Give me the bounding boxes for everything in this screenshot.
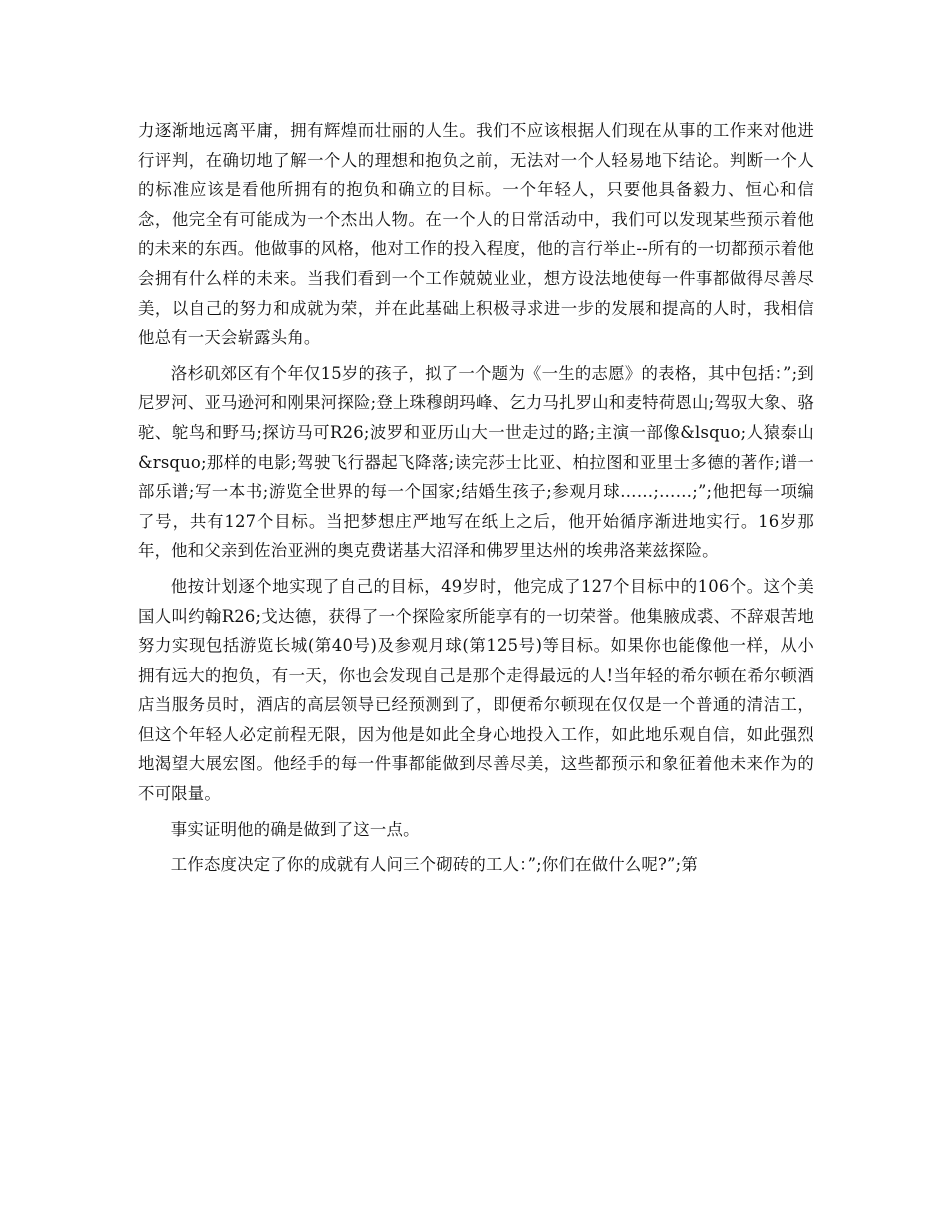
document-body <box>138 116 814 886</box>
paragraph-4: 事实证明他的确是做到了这一点。 <box>170 819 420 839</box>
paragraph-1: 力逐渐地远离平庸，拥有辉煌而壮丽的人生。我们不应该根据人们现在从事的工作来对他进行评判，在确切地了解一个人的理想和抱负之前，无法对一个人轻易地下结论。判断一个人的标准应该是看他所拥有的抱负和确立的目标。一个年轻人，只要他具备毅力、恒心和信念，他完全有可能成为一个杰出人物。在一个人的日常活动中，我们可以发现某些预示着他的未来的东西。他做事的风格，他对工作的投入程度，他的言行举止--所有的一切都预示着他会拥有什么样的未来。当我们看到一个工作兢兢业业，想方设法地使每一件事都做得尽善尽美，以自己的努力和成就为荣，并在此基础上积极寻求进一步的发展和提高的人时，我相信他总有一天会崭露头角。 <box>138 121 814 348</box>
paragraph-5: 工作态度决定了你的成就有人问三个砌砖的工人：”;你们在做什么呢?”;第 <box>170 855 698 875</box>
paragraph-2: 洛杉矶郊区有个年仅15岁的孩子，拟了一个题为《一生的志愿》的表格，其中包括：”;到尼罗河、亚马逊河和刚果河探险;登上珠穆朗玛峰、乞力马扎罗山和麦特荷恩山;驾驭大象、骆驼、鸵鸟和野马;探访马可R26;波罗和亚历山大一世走过的路;主演一部像&lsquo;人猿泰山&rsquo;那样的电影;驾驶飞行器起飞降落;读完莎士比亚、柏拉图和亚里士多德的著作;谱一部乐谱;写一本书;游览全世界的每一个国家;结婚生孩子;参观月球……;……;”;他把每一项编了号，共有127个目标。当把梦想庄严地写在纸上之后，他开始循序渐进地实行。16岁那年，他和父亲到佐治亚洲的奥克费诺基大沼泽和佛罗里达州的埃弗洛莱兹探险。 <box>138 363 814 561</box>
paragraph-3: 他按计划逐个地实现了自己的目标，49岁时，他完成了127个目标中的106个。这个美国人叫约翰R26;戈达德，获得了一个探险家所能享有的一切荣誉。他集腋成裘、不辞艰苦地努力实现包括游览长城(第40号)及参观月球(第125号)等目标。如果你也能像他一样，从小拥有远大的抱负，有一天，你也会发现自己是那个走得最远的人!当年轻的希尔顿在希尔顿酒店当服务员时，酒店的高层领导已经预测到了，即便希尔顿现在仅仅是一个普通的清洁工，但这个年轻人必定前程无限，因为他是如此全身心地投入工作，如此地乐观自信，如此强烈地渴望大展宏图。他经手的每一件事都能做到尽善尽美，这些都预示和象征着他未来作为的不可限量。 <box>138 576 814 804</box>
